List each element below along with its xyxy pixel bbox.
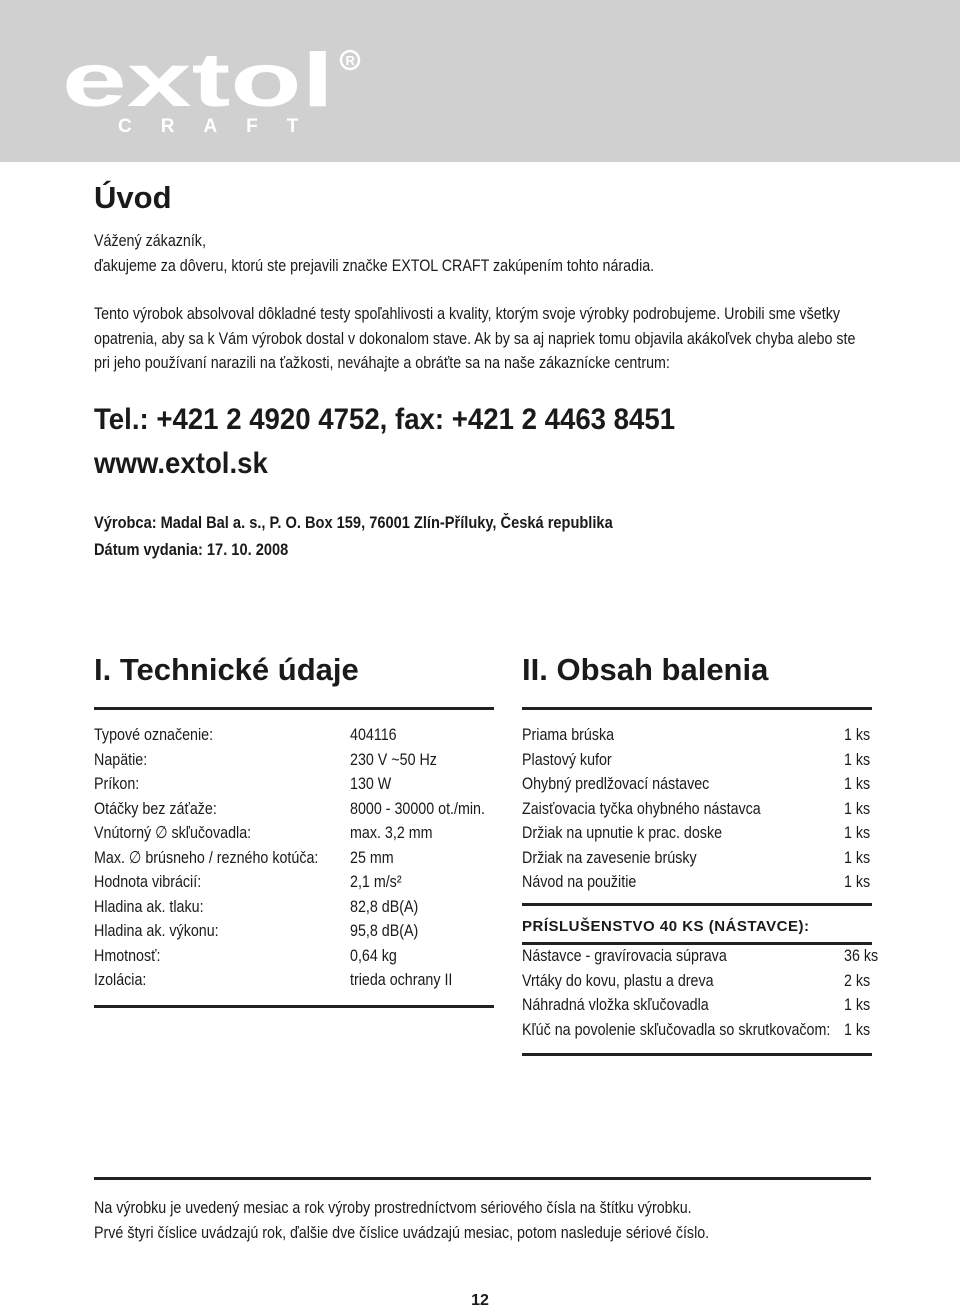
- accessory-row: [522, 1020, 882, 1045]
- spec-row: [94, 872, 494, 897]
- package-rule-top: [522, 707, 872, 710]
- spec-row: [94, 774, 494, 799]
- spec-row-label: Hmotnosť:: [94, 945, 161, 965]
- spec-row-value: 8000 - 30000 ot./min.: [350, 798, 485, 818]
- package-row-label: Držiak na upnutie k prac. doske: [522, 823, 723, 842]
- package-row-label: Priama brúska: [522, 725, 615, 744]
- spec-row-value: 404116: [350, 725, 397, 744]
- footer-note: [94, 1196, 826, 1245]
- intro-gap: [94, 278, 855, 302]
- contact-phone: Tel.: +421 2 4920 4752, fax: +421 2 4463 8451: [94, 403, 676, 436]
- tech-table: [94, 725, 494, 995]
- accessory-row-label: Vrtáky do kovu, plastu a dreva: [522, 970, 714, 990]
- spec-row-value: 82,8 dB(A): [350, 896, 419, 916]
- accessories-table: [522, 946, 882, 1044]
- spec-row-label: Izolácia:: [94, 970, 147, 989]
- spec-row: [94, 799, 494, 824]
- accessory-row-label: Náhradná vložka skľučovadla: [522, 995, 709, 1014]
- accessory-row-label: Kľúč na povolenie skľučovadla so skrutkovačom:: [522, 1019, 831, 1039]
- contact-web: www.extol.sk: [94, 447, 268, 480]
- package-row: [522, 750, 882, 775]
- spec-row: [94, 750, 494, 775]
- spec-row: [94, 921, 494, 946]
- spec-row-value: 130 W: [350, 774, 392, 793]
- spec-row: [94, 823, 494, 848]
- package-row-label: Ohybný predlžovací nástavec: [522, 774, 710, 793]
- page-number: 12: [471, 1292, 489, 1309]
- footer-rule: [94, 1177, 871, 1180]
- intro-line: opatrenia, aby sa k Vám výrobok dostal v dokonalom stave. Ak by sa aj napriek tomu objavila akákoľvek chyba alebo ste: [94, 328, 856, 348]
- package-row-value: 1 ks: [844, 847, 871, 867]
- package-row: [522, 848, 882, 873]
- spec-row-value: trieda ochrany II: [350, 970, 453, 989]
- spec-row-label: Hodnota vibrácií:: [94, 872, 202, 891]
- package-row-value: 1 ks: [844, 872, 871, 891]
- package-row-value: 1 ks: [844, 749, 871, 769]
- tech-rule-bottom: [94, 1005, 494, 1008]
- spec-row-label: Príkon:: [94, 774, 140, 793]
- footer-line: Na výrobku je uvedený mesiac a rok výroby prostredníctvom sériového čísla na štítku výrobku.: [94, 1198, 692, 1217]
- accessory-row: [522, 946, 882, 971]
- registered-letter: R: [345, 53, 355, 68]
- intro-title: Úvod: [94, 180, 172, 215]
- spec-row: [94, 848, 494, 873]
- tech-rule-top: [94, 707, 494, 710]
- extol-craft-logo: [62, 44, 362, 136]
- spec-row-value: max. 3,2 mm: [350, 823, 433, 842]
- logo-sub: CRAFT: [118, 116, 328, 136]
- package-row-value: 1 ks: [844, 823, 871, 842]
- package-row-label: Zaisťovacia tyčka ohybného nástavca: [522, 798, 761, 818]
- package-row-value: 1 ks: [844, 774, 871, 793]
- accessory-row-label: Nástavce - gravírovacia súprava: [522, 946, 727, 965]
- spec-row-label: Max. ∅ brúsneho / rezného kotúča:: [94, 847, 319, 867]
- package-row: [522, 823, 882, 848]
- package-row: [522, 872, 882, 897]
- logo-word: extol: [62, 44, 334, 123]
- accessory-row-value: 1 ks: [844, 1019, 871, 1039]
- package-row-label: Plastový kufor: [522, 749, 612, 769]
- accessory-row-value: 36 ks: [844, 946, 879, 965]
- accessory-row: [522, 995, 882, 1020]
- spec-row: [94, 897, 494, 922]
- manufacturer-block: [94, 509, 697, 563]
- intro-line: pri jeho používaní narazili na ťažkosti, neváhajte a obráťte sa na naše zákaznícke centrum:: [94, 353, 670, 372]
- contact-block: [94, 398, 726, 486]
- spec-row-value: 95,8 dB(A): [350, 921, 419, 940]
- package-row-label: Návod na použitie: [522, 872, 637, 891]
- accessory-row-value: 2 ks: [844, 970, 871, 990]
- spec-row-label: Vnútorný ∅ skľučovadla:: [94, 823, 252, 842]
- spec-row-value: 2,1 m/s²: [350, 872, 402, 891]
- intro-text: [94, 229, 960, 376]
- package-row: [522, 774, 882, 799]
- accessory-row: [522, 971, 882, 996]
- manufacturer: Výrobca: Madal Bal a. s., P. O. Box 159, 76001 Zlín-Příluky, Česká republika: [94, 513, 613, 532]
- intro-line: Vážený zákazník,: [94, 231, 206, 250]
- intro-line: Tento výrobok absolvoval dôkladné testy spoľahlivosti a kvality, ktorým svoje výrobky podrobujeme. Urobili sme všetky: [94, 304, 840, 323]
- package-row-value: 1 ks: [844, 798, 871, 818]
- spec-row-value: 230 V ~50 Hz: [350, 749, 437, 769]
- issue-date: Dátum vydania: 17. 10. 2008: [94, 540, 289, 559]
- spec-row-label: Hladina ak. výkonu:: [94, 921, 219, 940]
- spec-row: [94, 725, 494, 750]
- spec-row-value: 25 mm: [350, 847, 394, 867]
- spec-row-label: Hladina ak. tlaku:: [94, 896, 204, 916]
- spec-row-value: 0,64 kg: [350, 945, 397, 965]
- package-row: [522, 799, 882, 824]
- package-table: [522, 725, 882, 897]
- header-band: [0, 0, 960, 162]
- spec-row-label: Otáčky bez záťaže:: [94, 798, 217, 818]
- accessories-rule-bottom: [522, 1053, 872, 1056]
- accessory-row-value: 1 ks: [844, 995, 871, 1014]
- accessories-title: PRÍSLUŠENSTVO 40 KS (NÁSTAVCE):: [522, 918, 810, 935]
- package-rule-mid: [522, 903, 872, 906]
- package-row: [522, 725, 882, 750]
- package-title: II. Obsah balenia: [522, 652, 769, 687]
- spec-row-label: Typové označenie:: [94, 725, 214, 744]
- package-row-value: 1 ks: [844, 725, 871, 744]
- spec-row: [94, 946, 494, 971]
- tech-title: I. Technické údaje: [94, 652, 359, 687]
- spec-row: [94, 970, 494, 995]
- accessories-rule-top: [522, 942, 872, 945]
- spec-row-label: Napätie:: [94, 749, 148, 769]
- intro-line: ďakujeme za dôveru, ktorú ste prejavili značke EXTOL CRAFT zakúpením tohto náradia.: [94, 255, 655, 275]
- package-row-label: Držiak na zavesenie brúsky: [522, 847, 697, 867]
- footer-line: Prvé štyri číslice uvádzajú rok, ďalšie dve číslice uvádzajú mesiac, potom nasleduje sériové číslo.: [94, 1222, 710, 1242]
